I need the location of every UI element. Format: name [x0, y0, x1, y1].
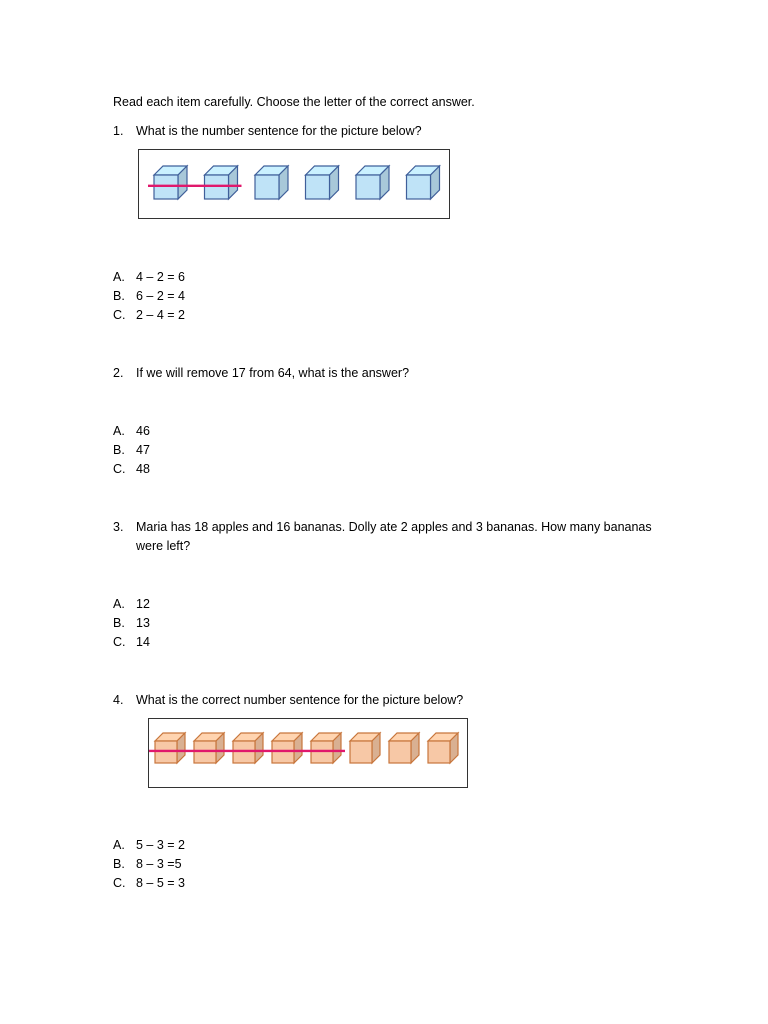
option-letter-b: B. [113, 616, 125, 630]
question-number: 2. [113, 366, 124, 380]
cube [428, 733, 458, 763]
option-letter-a: A. [113, 270, 125, 284]
option-text-b: 13 [136, 616, 150, 630]
question-text-line-2: were left? [136, 539, 191, 553]
cube [155, 733, 185, 763]
cube [255, 166, 288, 199]
question-number: 1. [113, 124, 124, 138]
option-text-a: 4 – 2 = 6 [136, 270, 185, 284]
option-letter-a: A. [113, 597, 125, 611]
option-text-b: 8 – 3 =5 [136, 857, 182, 871]
cube [194, 733, 224, 763]
option-text-a: 46 [136, 424, 150, 438]
option-text-b: 47 [136, 443, 150, 457]
cube [389, 733, 419, 763]
option-letter-a: A. [113, 838, 125, 852]
cube [311, 733, 341, 763]
cube-diagram [139, 150, 449, 218]
option-letter-b: B. [113, 857, 125, 871]
option-letter-c: C. [113, 876, 126, 890]
cube [272, 733, 302, 763]
option-text-c: 2 – 4 = 2 [136, 308, 185, 322]
option-text-b: 6 – 2 = 4 [136, 289, 185, 303]
cube-diagram [149, 719, 467, 787]
cube [233, 733, 263, 763]
option-letter-b: B. [113, 289, 125, 303]
option-letter-c: C. [113, 308, 126, 322]
question-text-line-1: Maria has 18 apples and 16 bananas. Dolly ate 2 apples and 3 bananas. How many bananas [136, 520, 652, 534]
question-text: What is the number sentence for the picture below? [136, 124, 422, 138]
instructions: Read each item carefully. Choose the letter of the correct answer. [113, 95, 475, 109]
cube [205, 166, 238, 199]
question-number: 4. [113, 693, 124, 707]
option-letter-a: A. [113, 424, 125, 438]
cube-picture-4 [148, 718, 468, 788]
option-letter-c: C. [113, 635, 126, 649]
option-text-a: 5 – 3 = 2 [136, 838, 185, 852]
option-text-c: 48 [136, 462, 150, 476]
question-number: 3. [113, 520, 124, 534]
cube [356, 166, 389, 199]
question-text: What is the correct number sentence for the picture below? [136, 693, 464, 707]
cube [154, 166, 187, 199]
option-text-a: 12 [136, 597, 150, 611]
cube [407, 166, 440, 199]
cube [350, 733, 380, 763]
option-text-c: 8 – 5 = 3 [136, 876, 185, 890]
cube-picture-1 [138, 149, 450, 219]
question-text: If we will remove 17 from 64, what is the answer? [136, 366, 410, 380]
option-letter-c: C. [113, 462, 126, 476]
cube [306, 166, 339, 199]
option-letter-b: B. [113, 443, 125, 457]
option-text-c: 14 [136, 635, 150, 649]
